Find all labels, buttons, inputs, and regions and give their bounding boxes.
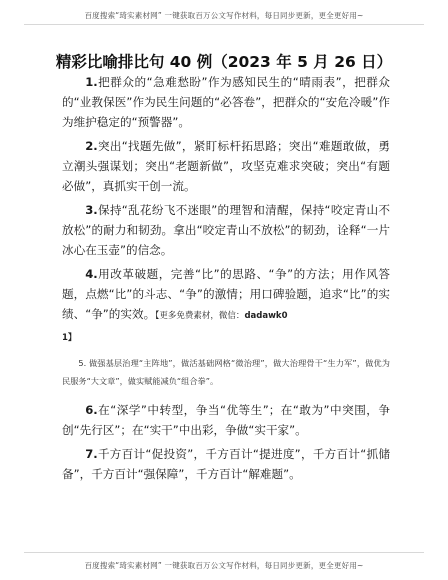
paragraph-number: 6.: [85, 403, 98, 417]
paragraph-text: 保持“乱花纷飞不迷眼”的理智和清醒，保持“咬定青山不放松”的耐力和韧劲。拿出“咬定青山不放松”的韧劲，诠释“一片冰心在玉壶”的信念。: [62, 203, 390, 257]
paragraph-2: [62, 136, 390, 196]
paragraph-6: [62, 400, 390, 440]
paragraph-text: 千方百计“促投资”，千方百计“提进度”，千方百计“抓储备”，千方百计“强保障”，千方百计“解难题”。: [62, 447, 390, 481]
paragraph-4: [62, 264, 390, 348]
paragraph-text: 在“深学”中转型，争当“优等生”；在“敢为”中突围，争创“先行区”；在“实干”中出彩，争做“实干家”。: [62, 403, 390, 437]
footer-divider: [24, 552, 424, 553]
promo-wechat-id: dadawk0: [244, 311, 288, 321]
page-footer-text: 百度搜索“琦实素材网” 一键获取百万公文写作材料，每日同步更新，更全更好用~: [84, 561, 364, 570]
page-header-text: 百度搜索“琦实素材网” 一键获取百万公文写作材料，每日同步更新，更全更好用~: [84, 11, 364, 20]
paragraph-number: 2.: [85, 139, 98, 153]
paragraph-number: 1.: [85, 75, 98, 89]
header-divider: [24, 24, 424, 25]
paragraph-1: [62, 72, 390, 132]
paragraph-number: 4.: [85, 267, 98, 281]
paragraph-number: 7.: [85, 447, 98, 461]
promo-close: 1】: [62, 333, 77, 343]
document-body: [62, 72, 390, 488]
promo-note: [155, 311, 287, 321]
promo-text: 【更多免费素材，微信：: [155, 311, 245, 321]
paragraph-text: 突出“找题先做”，紧盯标杆拓思路；突出“难题敢做，勇立潮头强谋划；突出“老题新做”，攻坚克难求突破；突出“有题必做”，真抓实干创一流。: [62, 139, 390, 193]
paragraph-5-small: 5. 做强基层治理“主阵地”，做活基础网格“微治理”，做大治理骨干“生力军”，做优为民服务“大文章”，做实赋能减负“组合拳”。: [62, 358, 390, 386]
paragraph-text: 用改革破题，完善“比”的思路、“争”的方法；用作风答题，点燃“比”的斗志、“争”的激情；用口碑验题，追求“比”的实绩、“争”的实效。: [62, 267, 390, 321]
page-title: 精彩比喻排比句 40 例（2023 年 5 月 26 日）: [55, 53, 393, 71]
paragraph-7: [62, 444, 390, 484]
paragraph-number: 3.: [85, 203, 98, 217]
paragraph-3: [62, 200, 390, 260]
paragraph-text: 把群众的“急难愁盼”作为感知民生的“晴雨表”，把群众的“业教保医”作为民生问题的“必答卷”，把群众的“安危冷暖”作为维护稳定的“预警器”。: [62, 75, 390, 129]
